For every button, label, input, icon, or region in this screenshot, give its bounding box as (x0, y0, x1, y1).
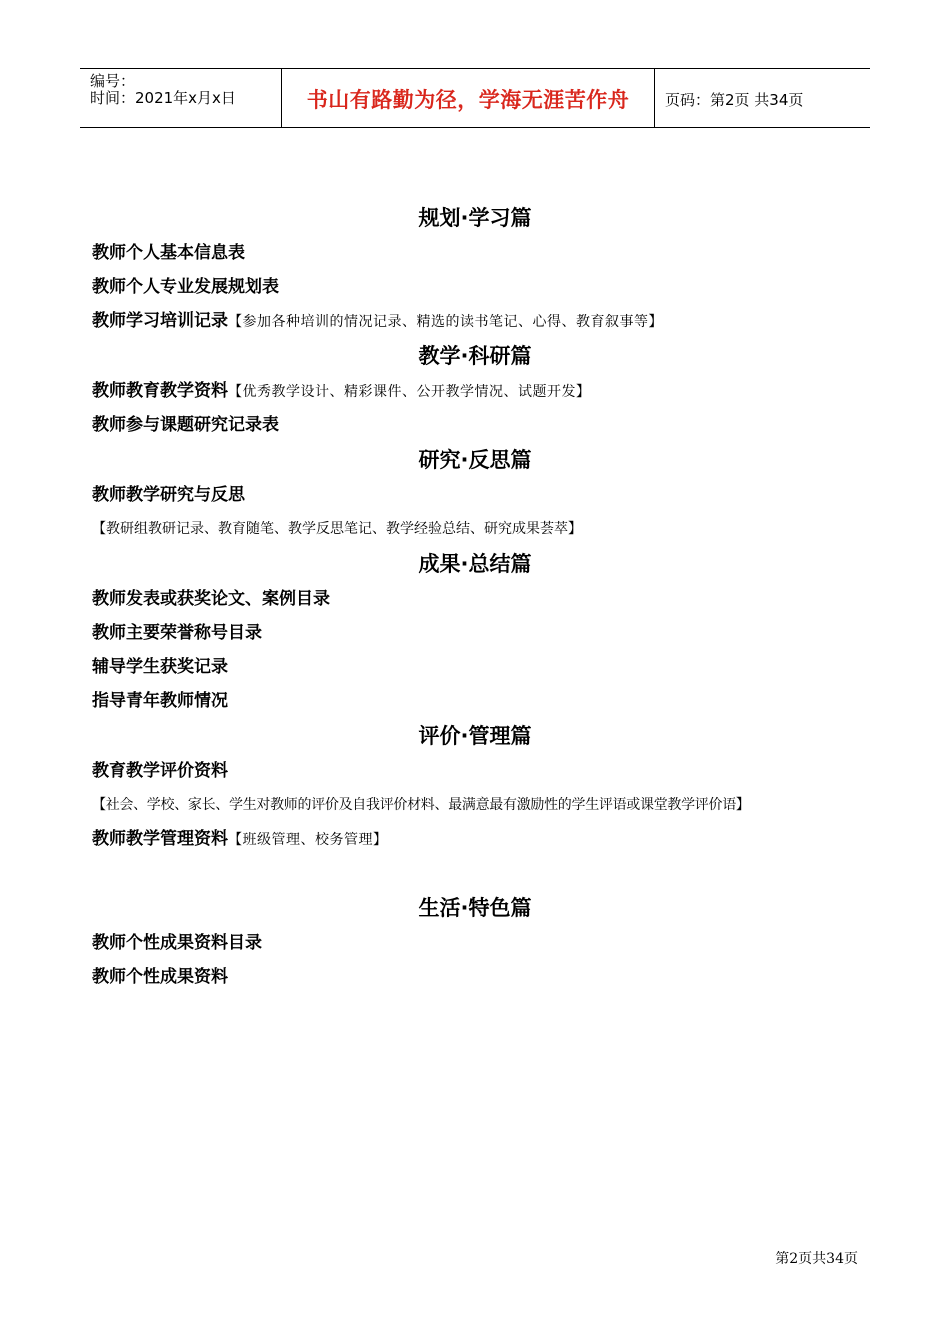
item-label: 教师教育教学资料 (92, 381, 228, 401)
header-motto-cell (282, 69, 655, 127)
item-label: 教师学习培训记录 (92, 311, 228, 331)
header-page-label: 页码：第2页 共34页 (665, 91, 804, 109)
list-item (92, 478, 872, 512)
item-label: 教师主要荣誉称号目录 (92, 623, 262, 643)
section-note: 【教研组教研记录、教育随笔、教学反思笔记、教学经验总结、研究成果荟萃】 (92, 521, 582, 537)
item-label: 教师教学研究与反思 (92, 485, 245, 505)
section-title: 成果·总结篇 (418, 552, 532, 576)
section-title: 教学·科研篇 (418, 344, 532, 368)
item-label: 教师个性成果资料 (92, 967, 228, 987)
section-title: 评价·管理篇 (418, 724, 532, 748)
number-label: 编号： (90, 72, 136, 90)
item-label: 教师个性成果资料目录 (92, 933, 262, 953)
item-note: 【参加各种培训的情况记录、精选的读书笔记、心得、教育叙事等】 (228, 314, 663, 330)
section-note: 【社会、学校、家长、学生对教师的评价及自我评价材料、最满意最有激励性的学生评语或课堂教学评价语】 (92, 797, 750, 813)
item-label: 教师参与课题研究记录表 (92, 415, 279, 435)
item-label: 教师个人基本信息表 (92, 243, 245, 263)
list-item (92, 374, 872, 408)
page-header (80, 68, 870, 128)
list-item (92, 754, 872, 788)
item-label: 辅导学生获奖记录 (92, 657, 228, 677)
item-label: 教师教学管理资料 (92, 829, 228, 849)
list-item (92, 236, 872, 270)
list-item (92, 684, 872, 718)
page-footer: 第2页共34页 (775, 1251, 858, 1267)
list-item (92, 926, 872, 960)
list-item (92, 270, 872, 304)
header-page-cell (655, 69, 870, 127)
item-label: 教育教学评价资料 (92, 761, 228, 781)
list-item (92, 582, 872, 616)
list-item (92, 822, 872, 856)
section-title: 规划·学习篇 (418, 206, 532, 230)
list-item (92, 304, 872, 338)
header-info-cell (80, 69, 282, 127)
item-note: 【班级管理、校务管理】 (228, 832, 388, 848)
section-title: 生活·特色篇 (418, 896, 532, 920)
list-item (92, 650, 872, 684)
list-item (92, 960, 872, 994)
list-item (92, 408, 872, 442)
spacer (92, 856, 872, 890)
item-label: 指导青年教师情况 (92, 691, 228, 711)
list-item (92, 616, 872, 650)
time-label: 时间：2021年x月x日 (90, 89, 236, 107)
item-label: 教师个人专业发展规划表 (92, 277, 279, 297)
motto: 书山有路勤为径，学海无涯苦作舟 (306, 88, 630, 112)
item-label: 教师发表或获奖论文、案例目录 (92, 589, 330, 609)
section-title: 研究·反思篇 (418, 448, 532, 472)
document-body (92, 200, 872, 994)
item-note: 【优秀教学设计、精彩课件、公开教学情况、试题开发】 (228, 384, 591, 400)
